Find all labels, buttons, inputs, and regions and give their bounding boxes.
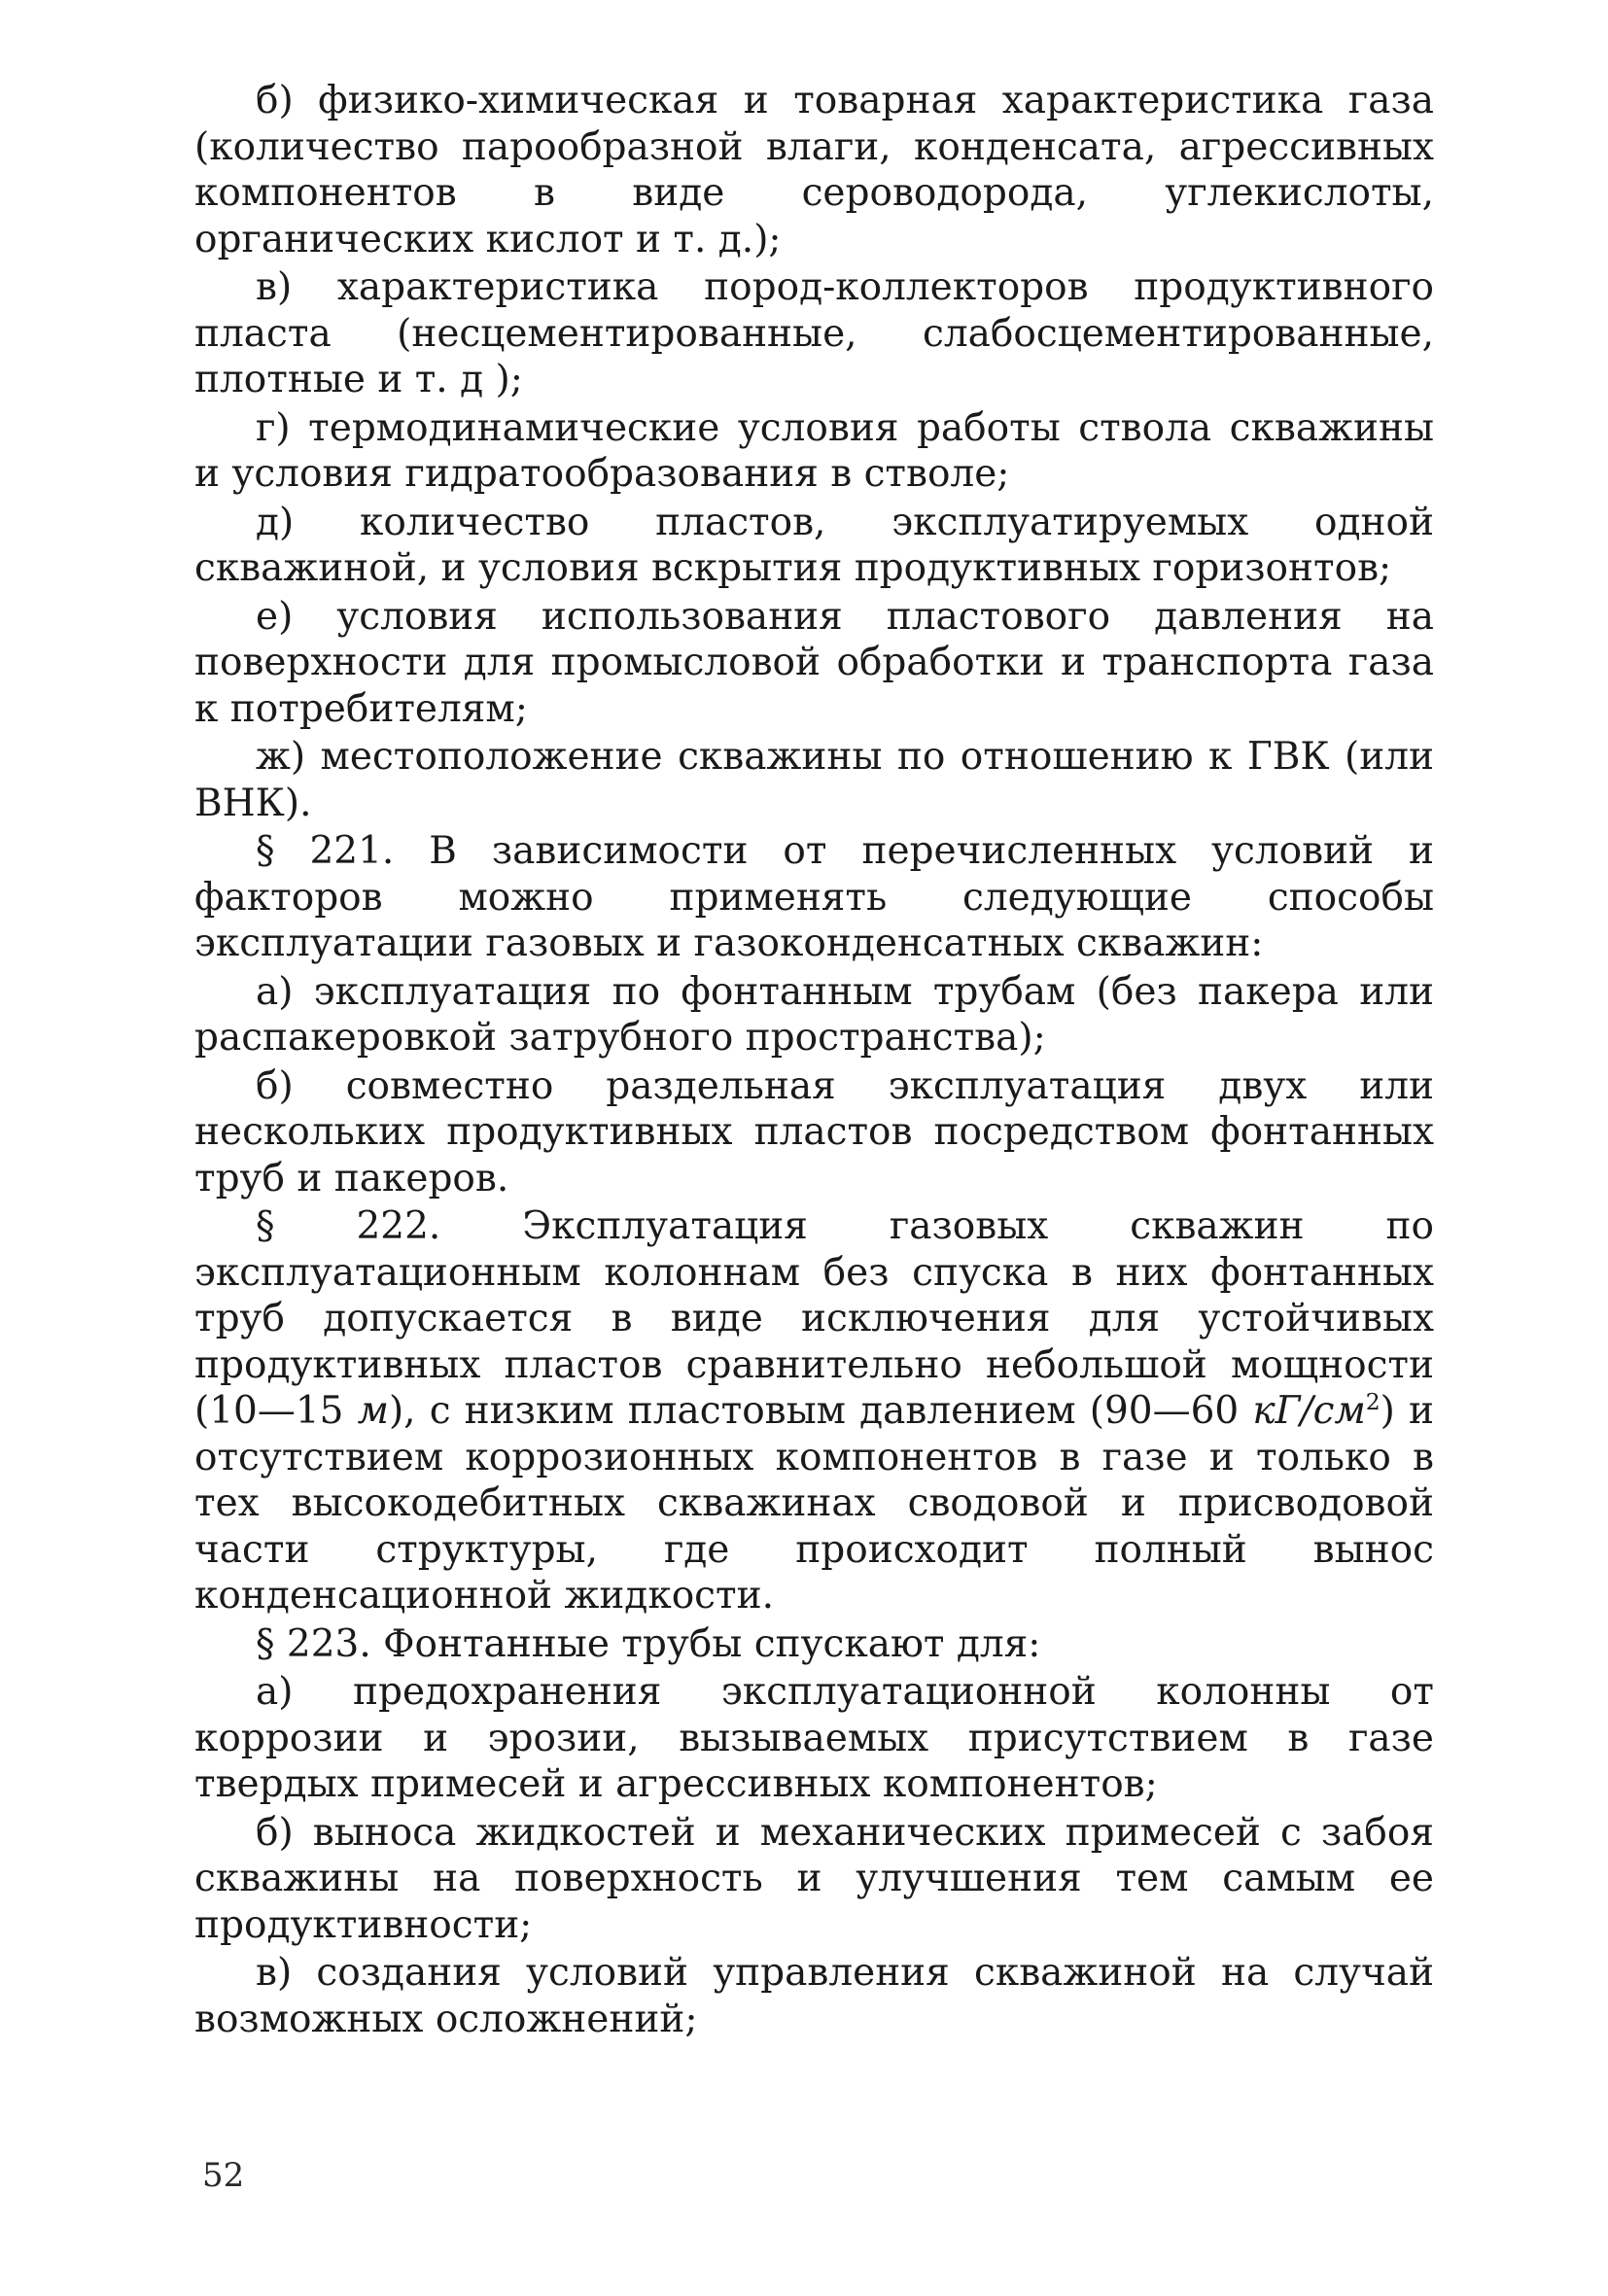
paragraph-221-b: б) совместно раздельная эксплуатация двух или нескольких продуктивных пластов посредством фонтанных труб и пакеров.: [194, 1063, 1434, 1200]
paragraph-gas-characteristics: б) физико-химическая и товарная характеристика газа (количество парообразной влаги, конденсата, агрессивных компонентов в виде сероводорода, углекислоты, органических кислот и т. д.);: [194, 79, 1434, 261]
paragraph-222-part2: ), с низким пластовым давлением (90—60: [388, 1389, 1253, 1433]
page-body: [194, 78, 1434, 2044]
paragraph-well-location: ж) местоположение скважины по отношению к ГВК (или ВНК).: [194, 735, 1434, 825]
unit-pressure: кГ/см: [1252, 1389, 1366, 1433]
paragraph-223: § 223. Фонтанные трубы спускают для:: [256, 1621, 1041, 1666]
paragraph-221-a: а) эксплуатация по фонтанным трубам (без пакера или распакеровкой затрубного пространства);: [194, 969, 1434, 1060]
paragraph-223-b: б) выноса жидкостей и механических примесей с забоя скважины на поверхность и улучшения тем самым ее продуктивности;: [194, 1810, 1434, 1947]
paragraph-number-of-layers: д) количество пластов, эксплуатируемых одной скважиной, и условия вскрытия продуктивных горизонтов;: [194, 500, 1434, 590]
paragraph-223-c: в) создания условий управления скважиной на случай возможных осложнений;: [194, 1951, 1434, 2041]
unit-exponent: 2: [1365, 1388, 1381, 1415]
paragraph-reservoir-pressure-use: е) условия использования пластового давления на поверхности для промысловой обработки и транспорта газа к потребителям;: [194, 594, 1434, 731]
paragraph-221: § 221. В зависимости от перечисленных условий и факторов можно применять следующие способы эксплуатации газовых и газоконденсатных скважин:: [194, 829, 1434, 965]
paragraph-thermodynamic-conditions: г) термодинамические условия работы ствола скважины и условия гидратообразования в стволе;: [194, 405, 1434, 496]
paragraph-222: [194, 1203, 1434, 1619]
page-number: 52: [202, 2156, 245, 2195]
paragraph-222-part3: ) и отсутствием коррозионных компонентов в газе и только в тех высокодебитных скважинах сводовой и присводовой части структуры, где происходит полный вынос конденсационной жидкости.: [194, 1389, 1435, 1618]
unit-meters: м: [357, 1389, 389, 1433]
paragraph-223-a: а) предохранения эксплуатационной колонны от коррозии и эрозии, вызываемых присутствием в газе твердых примесей и агрессивных компонентов;: [194, 1670, 1434, 1806]
paragraph-reservoir-rocks: в) характеристика пород-коллекторов продуктивного пласта (несцементированные, слабосцементированные, плотные и т. д );: [194, 265, 1434, 401]
paragraph-222-part1: § 222. Эксплуатация газовых скважин по эксплуатационным колоннам без спуска в них фонтанных труб допускается в виде исключения для устойчивых продуктивных пластов сравнительно небольшой мощности (10—15: [194, 1204, 1434, 1433]
